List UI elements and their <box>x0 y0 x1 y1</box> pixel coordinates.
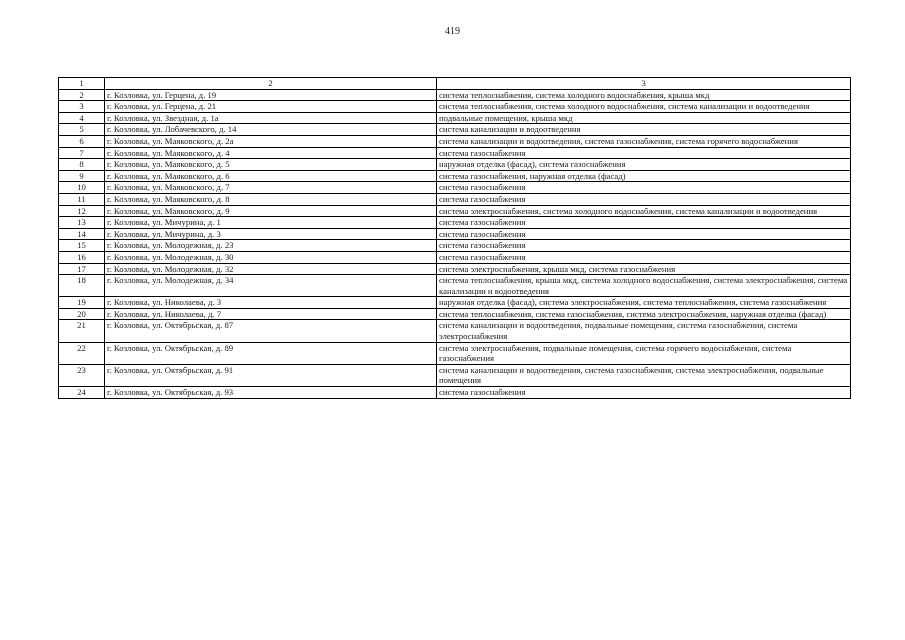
address-cell: г. Козловка, ул. Маяковского, д. 9 <box>105 205 437 217</box>
systems-cell: система канализации и водоотведения, система газоснабжения, система горячего водоснабжения <box>437 135 851 147</box>
address-cell: г. Козловка, ул. Герцена, д. 21 <box>105 101 437 113</box>
table-row <box>59 159 851 171</box>
header-cell-systems: 3 <box>437 78 851 90</box>
table-row <box>59 89 851 101</box>
systems-cell: система теплоснабжения, система газоснабжения, система электроснабжения, наружная отделка (фасад) <box>437 308 851 320</box>
table-row <box>59 251 851 263</box>
address-cell: г. Козловка, ул. Октябрьская, д. 91 <box>105 364 437 386</box>
table-row <box>59 308 851 320</box>
systems-cell: система газоснабжения <box>437 251 851 263</box>
row-number-cell: 11 <box>59 193 105 205</box>
address-cell: г. Козловка, ул. Мичурина, д. 1 <box>105 217 437 229</box>
address-cell: г. Козловка, ул. Лобачевского, д. 14 <box>105 124 437 136</box>
table-row <box>59 112 851 124</box>
table-row <box>59 240 851 252</box>
address-cell: г. Козловка, ул. Октябрьская, д. 93 <box>105 387 437 399</box>
page-number: 419 <box>445 26 460 37</box>
address-cell: г. Козловка, ул. Маяковского, д. 2а <box>105 135 437 147</box>
row-number-cell: 13 <box>59 217 105 229</box>
table-body <box>59 78 851 399</box>
address-cell: г. Козловка, ул. Мичурина, д. 3 <box>105 228 437 240</box>
row-number-cell: 18 <box>59 275 105 297</box>
systems-cell: система газоснабжения, наружная отделка (фасад) <box>437 170 851 182</box>
table-row <box>59 228 851 240</box>
row-number-cell: 10 <box>59 182 105 194</box>
address-cell: г. Козловка, ул. Молодежная, д. 34 <box>105 275 437 297</box>
row-number-cell: 21 <box>59 320 105 342</box>
table-row <box>59 124 851 136</box>
address-cell: г. Козловка, ул. Октябрьская, д. 87 <box>105 320 437 342</box>
row-number-cell: 5 <box>59 124 105 136</box>
systems-cell: система газоснабжения <box>437 228 851 240</box>
systems-cell: система теплоснабжения, система холодного водоснабжения, крыша мкд <box>437 89 851 101</box>
systems-cell: система теплоснабжения, крыша мкд, система холодного водоснабжения, система электроснабжения, система канализации и водоотведения <box>437 275 851 297</box>
row-number-cell: 8 <box>59 159 105 171</box>
objects-table <box>58 77 851 399</box>
systems-cell: система электроснабжения, подвальные помещения, система горячего водоснабжения, система газоснабжения <box>437 342 851 364</box>
address-cell: г. Козловка, ул. Герцена, д. 19 <box>105 89 437 101</box>
systems-cell: система газоснабжения <box>437 217 851 229</box>
row-number-cell: 9 <box>59 170 105 182</box>
address-cell: г. Козловка, ул. Молодежная, д. 32 <box>105 263 437 275</box>
systems-cell: система канализации и водоотведения <box>437 124 851 136</box>
address-cell: г. Козловка, ул. Маяковского, д. 5 <box>105 159 437 171</box>
table-header-row <box>59 78 851 90</box>
header-cell-number: 1 <box>59 78 105 90</box>
row-number-cell: 4 <box>59 112 105 124</box>
table-row <box>59 170 851 182</box>
row-number-cell: 17 <box>59 263 105 275</box>
table-row <box>59 217 851 229</box>
table-row <box>59 263 851 275</box>
address-cell: г. Козловка, ул. Молодежная, д. 30 <box>105 251 437 263</box>
table-row <box>59 135 851 147</box>
systems-cell: система теплоснабжения, система холодного водоснабжения, система канализации и водоотведения <box>437 101 851 113</box>
systems-cell: система канализации и водоотведения, подвальные помещения, система газоснабжения, система электроснабжения <box>437 320 851 342</box>
address-cell: г. Козловка, ул. Октябрьская, д. 89 <box>105 342 437 364</box>
address-cell: г. Козловка, ул. Маяковского, д. 6 <box>105 170 437 182</box>
systems-cell: система электроснабжения, система холодного водоснабжения, система канализации и водоотведения <box>437 205 851 217</box>
row-number-cell: 15 <box>59 240 105 252</box>
table-row <box>59 297 851 309</box>
systems-cell: система газоснабжения <box>437 147 851 159</box>
row-number-cell: 6 <box>59 135 105 147</box>
systems-cell: подвальные помещения, крыша мкд <box>437 112 851 124</box>
address-cell: г. Козловка, ул. Николаева, д. 7 <box>105 308 437 320</box>
systems-cell: система газоснабжения <box>437 240 851 252</box>
table-row <box>59 205 851 217</box>
row-number-cell: 19 <box>59 297 105 309</box>
address-cell: г. Козловка, ул. Молодежная, д. 23 <box>105 240 437 252</box>
table-row <box>59 147 851 159</box>
systems-cell: система канализации и водоотведения, система газоснабжения, система электроснабжения, подвальные помещения <box>437 364 851 386</box>
systems-cell: система газоснабжения <box>437 182 851 194</box>
row-number-cell: 22 <box>59 342 105 364</box>
systems-cell: наружная отделка (фасад), система электроснабжения, система теплоснабжения, система газоснабжения <box>437 297 851 309</box>
address-cell: г. Козловка, ул. Маяковского, д. 8 <box>105 193 437 205</box>
systems-cell: система электроснабжения, крыша мкд, система газоснабжения <box>437 263 851 275</box>
row-number-cell: 12 <box>59 205 105 217</box>
table-row <box>59 275 851 297</box>
row-number-cell: 3 <box>59 101 105 113</box>
table-row <box>59 320 851 342</box>
table-row <box>59 193 851 205</box>
row-number-cell: 14 <box>59 228 105 240</box>
address-cell: г. Козловка, ул. Маяковского, д. 7 <box>105 182 437 194</box>
row-number-cell: 16 <box>59 251 105 263</box>
systems-cell: система газоснабжения <box>437 193 851 205</box>
table-row <box>59 364 851 386</box>
row-number-cell: 24 <box>59 387 105 399</box>
address-cell: г. Козловка, ул. Звездная, д. 1а <box>105 112 437 124</box>
row-number-cell: 7 <box>59 147 105 159</box>
row-number-cell: 2 <box>59 89 105 101</box>
address-cell: г. Козловка, ул. Николаева, д. 3 <box>105 297 437 309</box>
row-number-cell: 23 <box>59 364 105 386</box>
table-row <box>59 387 851 399</box>
header-cell-address: 2 <box>105 78 437 90</box>
row-number-cell: 20 <box>59 308 105 320</box>
table-row <box>59 101 851 113</box>
systems-cell: наружная отделка (фасад), система газоснабжения <box>437 159 851 171</box>
systems-cell: система газоснабжения <box>437 387 851 399</box>
address-cell: г. Козловка, ул. Маяковского, д. 4 <box>105 147 437 159</box>
table-row <box>59 182 851 194</box>
table-row <box>59 342 851 364</box>
